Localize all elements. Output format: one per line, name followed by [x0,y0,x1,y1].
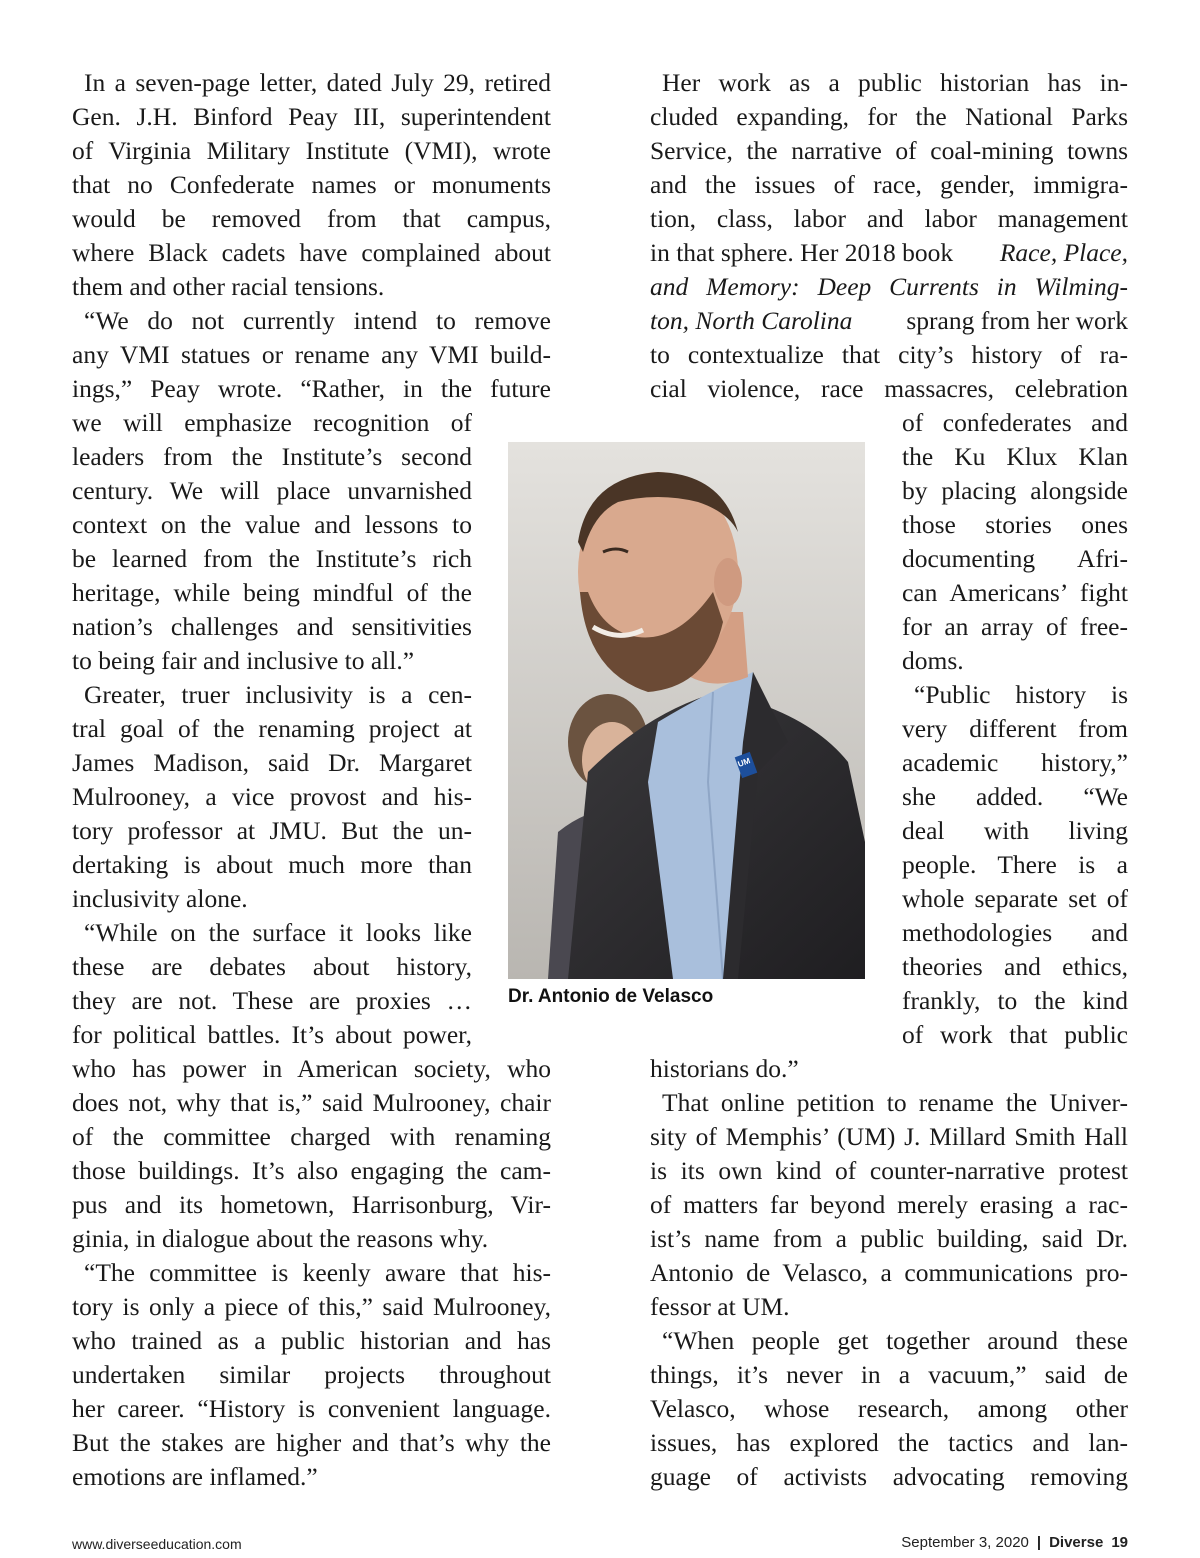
body-text-line: context on the value and lessons to [72,510,472,539]
body-text-line: of Virginia Military Institute (VMI), wrote [72,136,551,165]
photo-caption: Dr. Antonio de Velasco [508,986,714,1007]
body-text-line: to being fair and inclusive to all.” [72,646,415,675]
body-text-line: guage of activists advocating removing [650,1462,1128,1491]
body-text-line: her career. “History is convenient language. [72,1394,551,1423]
body-text-line: century. We will place unvarnished [72,476,472,505]
body-text-line: ginia, in dialogue about the reasons why. [72,1224,489,1253]
body-text-line: we will emphasize recognition of [72,408,472,437]
body-text-line: she added. “We [902,782,1128,811]
body-text-line: would be removed from that campus, [72,204,551,233]
body-text-line: methodologies and [902,918,1128,947]
body-text-line: Service, the narrative of coal-mining towns [650,136,1128,165]
body-text-line: for political battles. It’s about power, [72,1020,472,1049]
body-text-line: Velasco, whose research, among other [650,1394,1128,1423]
body-text-line: does not, why that is,” said Mulrooney, chair [72,1088,551,1117]
body-text-line: any VMI statues or rename any VMI build- [72,340,551,369]
body-text-line: of the committee charged with renaming [72,1122,551,1151]
body-text-line: Greater, truer inclusivity is a cen- [84,680,472,709]
body-text-line: is its own kind of counter-narrative protest [650,1156,1128,1185]
body-text-line: documenting Afri- [902,544,1128,573]
body-text-line: those stories ones [902,510,1128,539]
text-run: in that sphere. Her 2018 book [650,238,960,267]
body-text-line: Her work as a public historian has in- [662,68,1128,97]
body-text-line: But the stakes are higher and that’s why the [72,1428,551,1457]
body-text-line: tion, class, labor and labor management [650,204,1128,233]
body-text-line: deal with living [902,816,1128,845]
body-text-line: can Americans’ fight [902,578,1128,607]
body-text-line: those buildings. It’s also engaging the cam- [72,1156,551,1185]
body-text-line-with-italic [650,304,1128,338]
body-text-line: tory professor at JMU. But the un- [72,816,472,845]
body-text-line: ist’s name from a public building, said Dr. [650,1224,1128,1253]
body-text-line: Gen. J.H. Binford Peay III, superintendent [72,102,551,131]
body-text-line: who has power in American society, who [72,1054,551,1083]
body-text-line: to contextualize that city’s history of ra- [650,340,1128,369]
body-text-line: who trained as a public historian and has [72,1326,551,1355]
text-run: sprang from her work [899,306,1128,335]
book-title-italic: and Memory: Deep Currents in Wilming- [650,272,1128,301]
footer-magazine-name: Diverse [1049,1534,1104,1551]
portrait-photo [508,442,865,979]
body-text-line: undertaken similar projects throughout [72,1360,551,1389]
body-text-line: cial violence, race massacres, celebration [650,374,1128,403]
body-text-line: very different from [902,714,1128,743]
body-text-line: for an array of free- [902,612,1128,641]
book-title-italic: Race, Place, [999,238,1128,267]
body-text-line: frankly, to the kind [902,986,1128,1015]
body-text-line: Antonio de Velasco, a communications pro- [650,1258,1128,1287]
body-text-line: things, it’s never in a vacuum,” said de [650,1360,1128,1389]
body-text-line: emotions are inflamed.” [72,1462,318,1491]
pin-label: UM [736,756,752,769]
body-text-line: people. There is a [902,850,1128,879]
body-text-line: Mulrooney, a vice provost and his- [72,782,472,811]
body-text-line: them and other racial tensions. [72,272,385,301]
body-text-line: sity of Memphis’ (UM) J. Millard Smith Hall [650,1122,1128,1151]
body-text-line: theories and ethics, [902,952,1128,981]
body-text-line: fessor at UM. [650,1292,790,1321]
body-text-line: That online petition to rename the Univer- [662,1088,1128,1117]
body-text-line: “While on the surface it looks like [84,918,472,947]
body-text-line: that no Confederate names or monuments [72,170,551,199]
body-text-line-with-italic [650,236,1128,270]
footer-page-number: 19 [1111,1534,1128,1551]
body-text-line: academic history,” [902,748,1128,777]
body-text-line: the Ku Klux Klan [902,442,1128,471]
body-text-line: James Madison, said Dr. Margaret [72,748,472,777]
body-text-line: issues, has explored the tactics and lan- [650,1428,1128,1457]
body-text-line: cluded expanding, for the National Parks [650,102,1128,131]
body-text-line: be learned from the Institute’s rich [72,544,472,573]
body-text-line: inclusivity alone. [72,884,248,913]
body-text-line: pus and its hometown, Harrisonburg, Vir- [72,1190,551,1219]
body-text-line: “The committee is keenly aware that his- [84,1258,551,1287]
body-text-line: historians do.” [650,1054,799,1083]
body-text-line: of confederates and [902,408,1128,437]
body-text-line: doms. [902,646,964,675]
body-text-line: tory is only a piece of this,” said Mulrooney, [72,1292,551,1321]
footer-separator: | [1036,1534,1042,1551]
footer-website[interactable]: www.diverseeducation.com [72,1536,242,1552]
body-text-line: where Black cadets have complained about [72,238,551,267]
footer-date: September 3, 2020 [901,1534,1029,1551]
body-text-line: they are not. These are proxies … [72,986,472,1015]
body-text-line: nation’s challenges and sensitivities [72,612,472,641]
body-text-line: dertaking is about much more than [72,850,472,879]
body-text-line: ings,” Peay wrote. “Rather, in the future [72,374,551,403]
body-text-line: leaders from the Institute’s second [72,442,472,471]
portrait-illustration [508,442,865,979]
body-text-line: whole separate set of [902,884,1128,913]
body-text-line: of work that public [902,1020,1128,1049]
body-text-line: “When people get together around these [662,1326,1128,1355]
body-text-line: of matters far beyond merely erasing a rac- [650,1190,1128,1219]
body-text-line: “Public history is [914,680,1128,709]
body-text-line: tral goal of the renaming project at [72,714,472,743]
body-text-line: heritage, while being mindful of the [72,578,472,607]
body-text-line: by placing alongside [902,476,1128,505]
body-text-line: In a seven-page letter, dated July 29, retired [84,68,551,97]
body-text-line: and the issues of race, gender, immigra- [650,170,1128,199]
book-title-italic: ton, North Carolina [650,306,853,335]
body-text-line: these are debates about history, [72,952,472,981]
body-text-line: “We do not currently intend to remove [84,306,551,335]
footer-page-info [901,1533,1128,1553]
